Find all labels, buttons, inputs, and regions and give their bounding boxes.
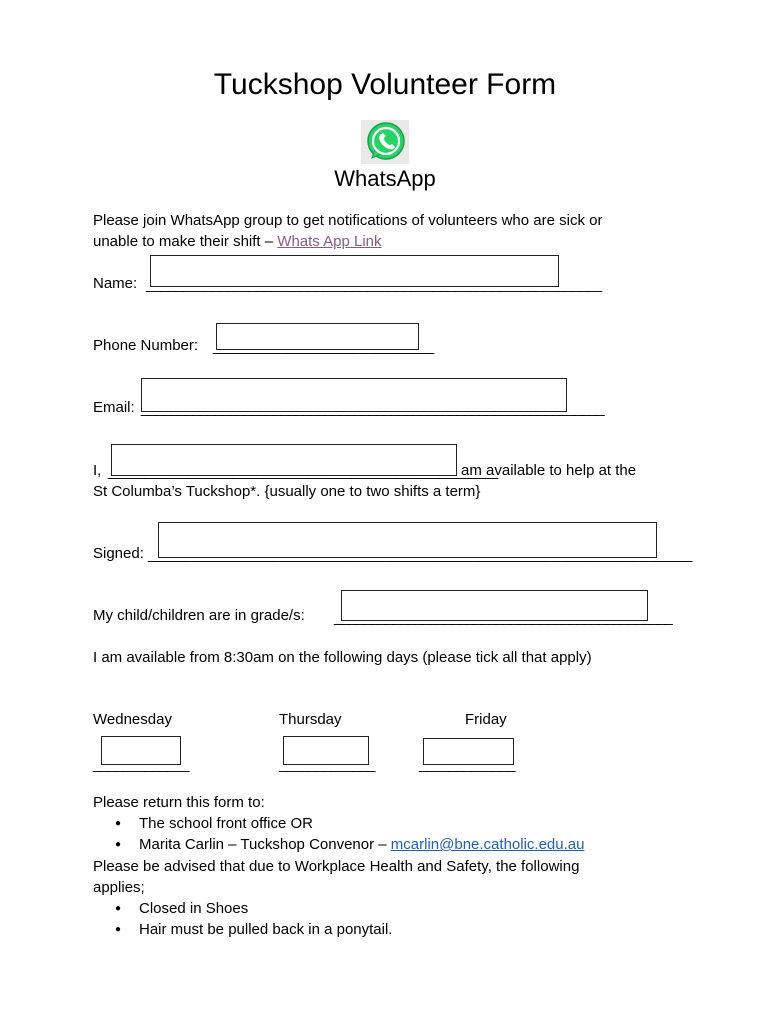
friday-underline: _____________ [419, 756, 515, 773]
whatsapp-icon [361, 120, 409, 164]
return-heading: Please return this form to: [93, 794, 265, 811]
signature-underline: __________________________________________________________________________ [148, 546, 692, 563]
i-label: I, [93, 462, 102, 479]
list-item [93, 898, 392, 919]
day-label-thursday: Thursday [279, 711, 342, 728]
list-item [93, 919, 392, 940]
list-item [93, 813, 584, 834]
safety-line-1: Please be advised that due to Workplace Health and Safety, the following [93, 858, 580, 875]
volunteer-name-underline: _____________________________________________________ [108, 463, 498, 480]
phone-underline: ______________________________ [213, 338, 434, 355]
safety-line-2: applies; [93, 879, 145, 896]
tuckshop-text: St Columba’s Tuckshop*. {usually one to two shifts a term} [93, 483, 481, 500]
safety-item-shoes: Closed in Shoes [139, 900, 249, 917]
whatsapp-link[interactable]: Whats App Link [277, 233, 382, 250]
wednesday-underline: _____________ [93, 756, 189, 773]
email-underline: _______________________________________________________________ [141, 400, 604, 417]
safety-list [93, 898, 392, 940]
grade-label: My child/children are in grade/s: [93, 607, 305, 624]
phone-label: Phone Number: [93, 337, 199, 354]
name-label: Name: [93, 275, 138, 292]
return-item-office: The school front office OR [139, 815, 313, 832]
name-underline: ______________________________________________________________ [146, 276, 602, 293]
available-text: am available to help at the [461, 462, 637, 479]
email-label: Email: [93, 399, 135, 416]
day-label-friday: Friday [465, 711, 507, 728]
return-item-convenor: Marita Carlin – Tuckshop Convenor – [139, 836, 391, 853]
intro-line-1: Please join WhatsApp group to get notifications of volunteers who are sick or [93, 212, 603, 229]
whatsapp-label: WhatsApp [334, 166, 436, 191]
convenor-email-link[interactable]: mcarlin@bne.catholic.edu.au [390, 836, 585, 853]
thursday-underline: _____________ [279, 756, 375, 773]
days-instruction: I am available from 8:30am on the following days (please tick all that apply) [93, 649, 592, 666]
intro-text: unable to make their shift – [93, 233, 278, 250]
intro-line-2 [93, 231, 382, 252]
page-title: Tuckshop Volunteer Form [213, 68, 557, 101]
safety-item-hair: Hair must be pulled back in a ponytail. [139, 921, 393, 938]
list-item [93, 834, 584, 855]
signed-label: Signed: [93, 545, 144, 562]
return-list [93, 813, 584, 855]
day-label-wednesday: Wednesday [93, 711, 172, 728]
grade-underline: ______________________________________________ [334, 609, 672, 626]
